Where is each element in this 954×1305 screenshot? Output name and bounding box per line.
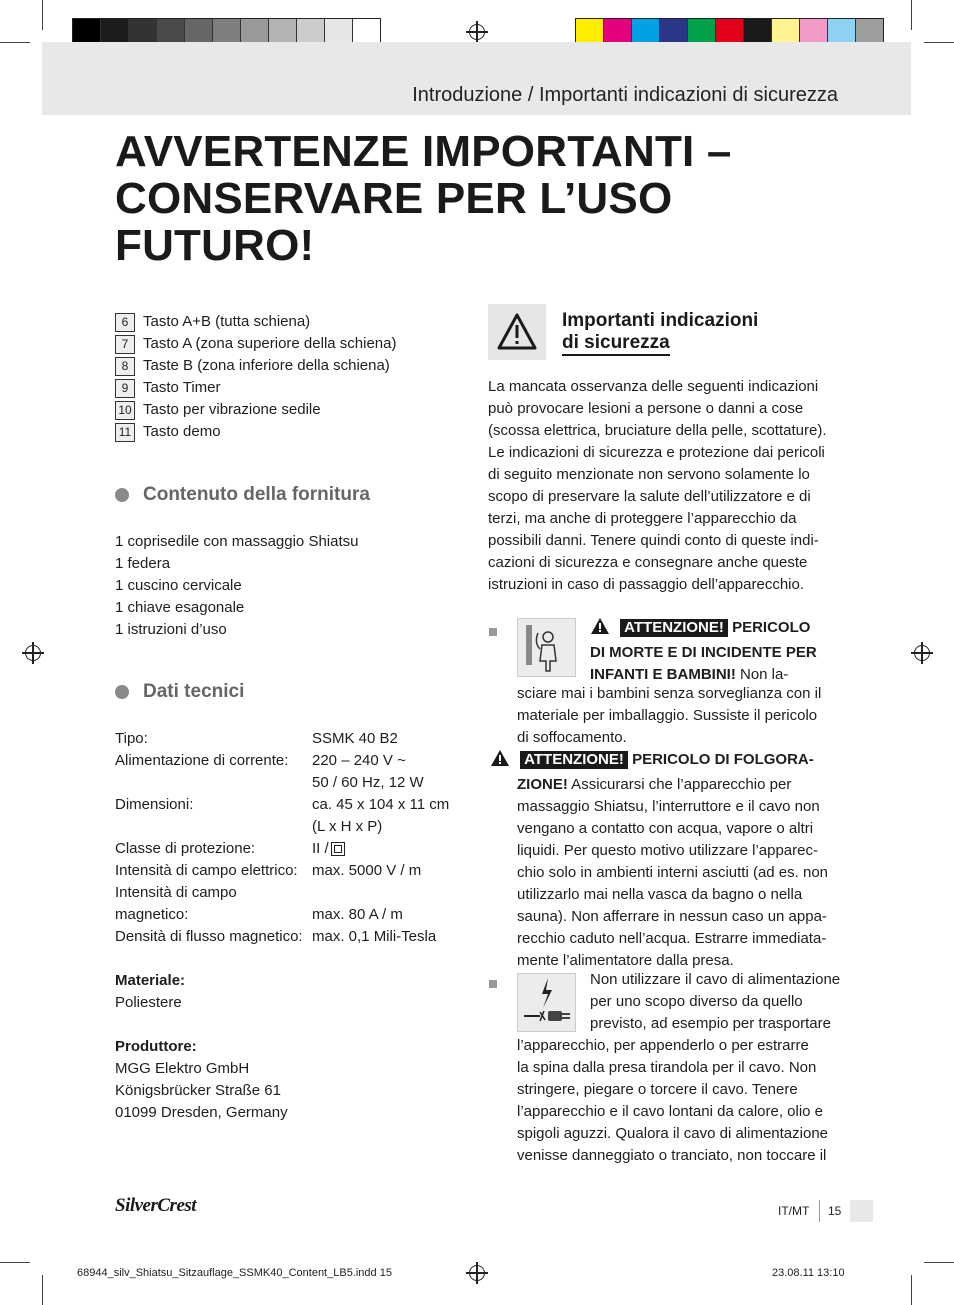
spec-value: ca. 45 x 104 x 11 cm — [312, 796, 450, 813]
spec-value: (L x H x P) — [312, 818, 383, 835]
crop-mark — [924, 1262, 954, 1263]
list-item-label: Tasto A (zona superiore della schiena) — [143, 335, 397, 352]
bullet-dot-icon — [115, 488, 129, 502]
warning-line: sauna). Non afferrare in nessun caso un appa- — [517, 908, 827, 925]
intro-line: La mancata osservanza delle seguenti indicazioni — [488, 378, 819, 395]
warning-line: di soffocamento. — [517, 729, 627, 746]
crop-mark — [0, 42, 30, 43]
warning-line: previsto, ad esempio per trasportare — [590, 1015, 831, 1032]
spec-row — [115, 794, 475, 816]
warning-line: l’apparecchio, per appenderlo o per estrarre — [517, 1037, 809, 1054]
item-number: 8 — [115, 357, 135, 376]
list-item-label: Tasto A+B (tutta schiena) — [143, 313, 311, 330]
double-insulation-icon — [331, 842, 345, 856]
safety-heading-line: di sicurezza — [562, 332, 670, 356]
intro-line: cazioni di sicurezza e consegnare anche queste — [488, 554, 808, 571]
warning-line: vengano a contatto con acqua, vapore o altri — [517, 820, 814, 837]
warning-bold: INFANTI E BAMBINI! — [590, 666, 736, 683]
bullet-square-icon — [489, 628, 497, 636]
intro-line: (scossa elettrica, bruciature della pelle, scottature). — [488, 422, 827, 439]
list-item-label: Tasto per vibrazione sedile — [143, 401, 321, 418]
section-header-title: Introduzione / Importanti indicazioni di sicurezza — [412, 84, 838, 106]
warning-line: materiale per imballaggio. Sussiste il pericolo — [517, 707, 818, 724]
safety-heading-line: Importanti indicazioni — [562, 310, 759, 331]
crop-mark — [0, 1262, 30, 1263]
delivery-heading-text: Contenuto della fornitura — [143, 484, 370, 505]
safety-heading — [562, 310, 758, 356]
intro-line: può provocare lesioni a persone o danni a cose — [488, 400, 804, 417]
delivery-item: 1 chiave esagonale — [115, 599, 245, 616]
warning-line: Non utilizzare il cavo di alimentazione — [590, 971, 841, 988]
delivery-list — [115, 531, 475, 641]
button-list — [115, 311, 475, 443]
attention-banner: ATTENZIONE! — [520, 751, 628, 769]
warning-line: mente l’alimentatore dalla presa. — [517, 952, 734, 969]
language-code: IT/MT — [778, 1204, 810, 1218]
spec-value: 220 – 240 V ~ — [312, 752, 406, 769]
brand-logo: SilverCrest — [115, 1195, 197, 1216]
list-item — [115, 333, 475, 355]
list-item-label: Tasto demo — [143, 423, 221, 440]
warning-3-body — [517, 1035, 852, 1167]
warning-line: stringere, piegare o torcere il cavo. Tenere — [517, 1081, 798, 1098]
producer-line: MGG Elektro GmbH — [115, 1060, 250, 1077]
spec-value: max. 5000 V / m — [312, 862, 422, 879]
spec-row — [115, 728, 475, 750]
spec-row — [115, 838, 475, 860]
crop-mark — [911, 0, 912, 30]
warning-bold: PERICOLO — [732, 619, 811, 636]
spec-value: 50 / 60 Hz, 12 W — [312, 774, 424, 791]
tech-heading-text: Dati tecnici — [143, 681, 245, 702]
spec-key — [115, 772, 312, 794]
spec-value: II / — [312, 840, 329, 857]
child-warning-icon — [517, 618, 576, 677]
warning-text: Assicurarsi che l’apparecchio per — [567, 776, 792, 793]
page-number: 15 — [828, 1204, 842, 1218]
warning-triangle-icon — [490, 749, 510, 774]
spec-value: max. 0,1 Mili-Tesla — [312, 928, 437, 945]
crop-mark — [911, 1275, 912, 1305]
spec-key: magnetico: — [115, 906, 189, 923]
warning-line: utilizzarlo mai nella vasca da bagno o nella — [517, 886, 803, 903]
intro-line: di seguito menzionate non servono solamente lo — [488, 466, 810, 483]
crop-mark — [42, 0, 43, 30]
file-name: 68944_silv_Shiatsu_Sitzauflage_SSMK40_Content_LB5.indd 15 — [77, 1267, 392, 1279]
warning-line: recchio caduto nell’acqua. Estrarre immediata- — [517, 930, 827, 947]
warning-3-side — [590, 969, 850, 1035]
registration-mark-icon — [466, 1262, 488, 1284]
list-item-label: Taste B (zona inferiore della schiena) — [143, 357, 390, 374]
item-number: 6 — [115, 313, 135, 332]
list-item — [115, 421, 475, 443]
spec-value: max. 80 A / m — [312, 906, 403, 923]
intro-line: scopo di preservare la salute dell’utilizzatore e di — [488, 488, 811, 505]
material-label: Materiale: — [115, 972, 186, 989]
warning-line: chio solo in ambienti interni asciutti (ad es. non — [517, 864, 829, 881]
producer-line: Königsbrücker Straße 61 — [115, 1082, 281, 1099]
warning-line: per uno scopo diverso da quello — [590, 993, 803, 1010]
spec-row — [115, 816, 475, 838]
intro-line: Le indicazioni di sicurezza e protezione dai pericoli — [488, 444, 825, 461]
spec-key: Dimensioni: — [115, 796, 194, 813]
producer-line: 01099 Dresden, Germany — [115, 1104, 288, 1121]
list-item — [115, 355, 475, 377]
warning-line: liquidi. Per questo motivo utilizzare l’apparec- — [517, 842, 818, 859]
safety-intro — [488, 376, 848, 596]
warning-line: la spina dalla presa tirandola per il cavo. Non — [517, 1059, 817, 1076]
spec-key: Densità di flusso magnetico: — [115, 928, 303, 945]
warning-triangle-icon — [590, 617, 610, 642]
list-item — [115, 399, 475, 421]
spec-key: Tipo: — [115, 730, 148, 747]
delivery-item: 1 federa — [115, 555, 171, 572]
registration-mark-icon — [911, 642, 933, 664]
list-item-label: Tasto Timer — [143, 379, 221, 396]
page-title: AVVERTENZE IMPORTANTI – CONSERVARE PER L’USO FUTURO! — [115, 127, 732, 270]
spec-key — [115, 816, 312, 838]
warning-bold: ZIONE! — [517, 776, 568, 793]
page-tab — [850, 1200, 873, 1222]
list-item — [115, 311, 475, 333]
warning-line: spigoli aguzzi. Qualora il cavo di alimentazione — [517, 1125, 829, 1142]
warning-line: sciare mai i bambini senza sorveglianza con il — [517, 685, 822, 702]
spec-key: Intensità di campo — [115, 884, 237, 901]
warning-text: Non la- — [735, 666, 789, 683]
warning-bold: DI MORTE E DI INCIDENTE PER — [590, 644, 817, 661]
cable-warning-icon — [517, 973, 576, 1032]
intro-line: istruzioni in caso di passaggio dell’apparecchio. — [488, 576, 805, 593]
tech-heading — [115, 681, 244, 703]
warning-line: l’apparecchio e il cavo lontani da calore, olio e — [517, 1103, 824, 1120]
spec-value: SSMK 40 B2 — [312, 730, 398, 747]
footer-divider — [819, 1200, 820, 1222]
print-date: 23.08.11 13:10 — [772, 1267, 845, 1279]
item-number: 7 — [115, 335, 135, 354]
spec-key: Intensità di campo elettrico: — [115, 862, 298, 879]
delivery-heading — [115, 484, 370, 506]
delivery-item: 1 istruzioni d’uso — [115, 621, 227, 638]
spec-key: Alimentazione di corrente: — [115, 752, 289, 769]
intro-line: possibili danni. Tenere quindi conto di queste indi- — [488, 532, 819, 549]
material-value: Poliestere — [115, 994, 182, 1011]
warning-line: massaggio Shiatsu, l’interruttore e il cavo non — [517, 798, 820, 815]
bullet-dot-icon — [115, 685, 129, 699]
crop-mark — [924, 42, 954, 43]
warning-line: venisse danneggiato o tranciato, non toccare il — [517, 1147, 827, 1164]
warning-icon — [488, 304, 546, 360]
registration-mark-icon — [22, 642, 44, 664]
item-number: 11 — [115, 423, 135, 442]
item-number: 10 — [115, 401, 135, 420]
warning-1-body — [517, 683, 847, 749]
spec-row — [115, 926, 475, 948]
producer-label: Produttore: — [115, 1038, 197, 1055]
spec-row — [115, 904, 475, 926]
spec-row — [115, 882, 475, 904]
attention-banner: ATTENZIONE! — [620, 619, 728, 637]
intro-line: terzi, ma anche di proteggere l’apparecchio da — [488, 510, 797, 527]
spec-row — [115, 772, 475, 794]
registration-mark-icon — [466, 21, 488, 43]
delivery-item: 1 cuscino cervicale — [115, 577, 242, 594]
warning-2 — [490, 749, 850, 972]
spec-key: Classe di protezione: — [115, 840, 256, 857]
spec-row — [115, 750, 475, 772]
list-item — [115, 377, 475, 399]
warning-bold: PERICOLO DI FOLGORA- — [632, 751, 814, 768]
tech-specs-table — [115, 728, 475, 1124]
spec-row — [115, 860, 475, 882]
crop-mark — [42, 1275, 43, 1305]
warning-1-head — [590, 617, 850, 686]
bullet-square-icon — [489, 980, 497, 988]
item-number: 9 — [115, 379, 135, 398]
delivery-item: 1 coprisedile con massaggio Shiatsu — [115, 533, 359, 550]
